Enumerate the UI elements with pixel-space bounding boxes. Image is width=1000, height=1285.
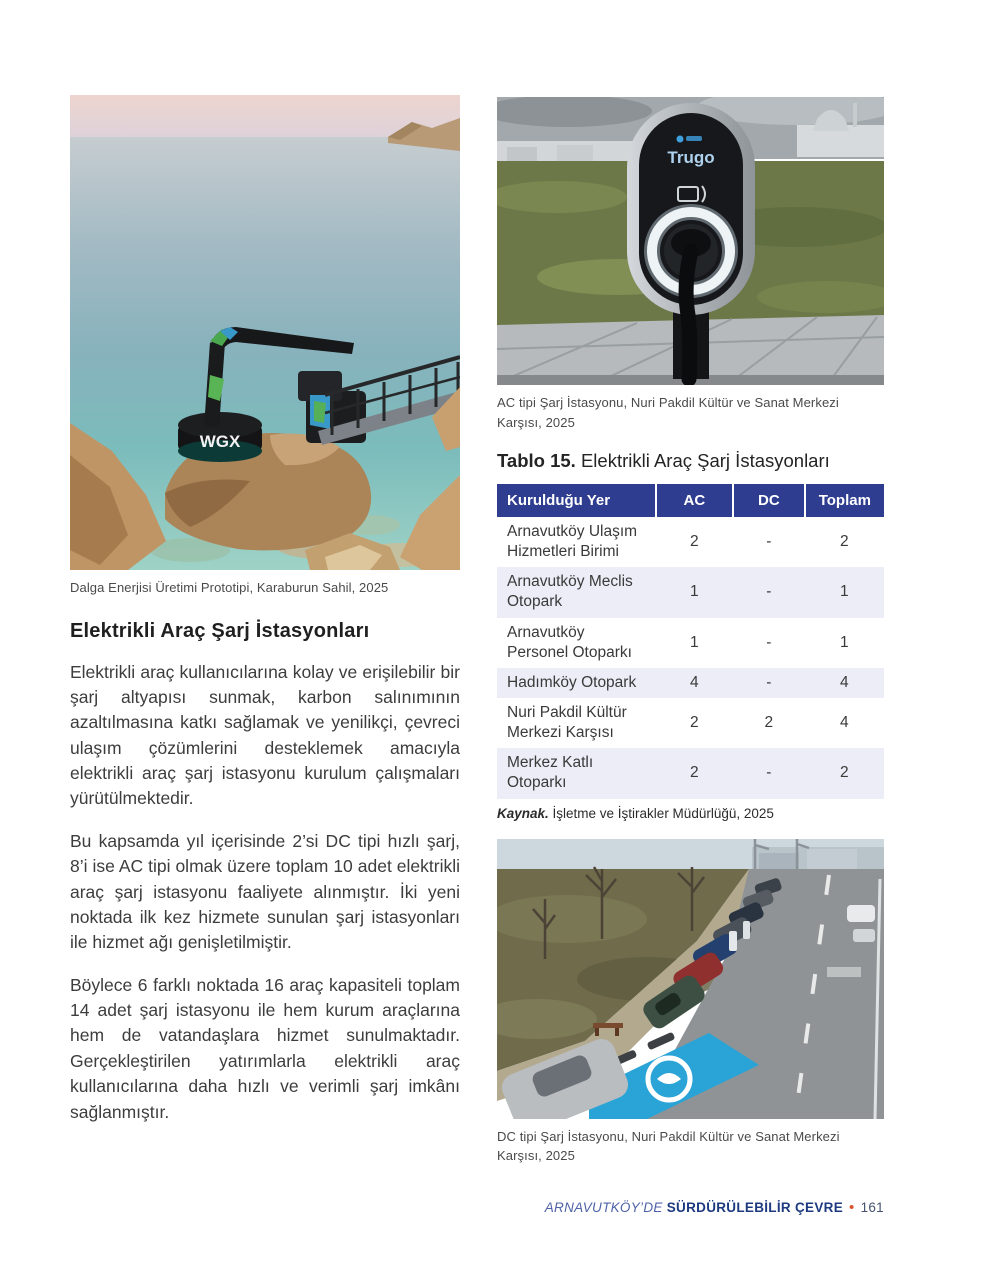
cell-location: Hadımköy Otopark (507, 673, 637, 691)
paragraph-2: Bu kapsamda yıl içerisinde 2’si DC tipi hızlı şarj, 8’i ise AC tipi olmak üzere toplam 10 adet elektrikli araç şarj istasyonu faaliyete alınmıştır. İki yeni noktada ilk kez hizmete sunulan şarj istasyonları ile hizmet ağı genişletilmiştir. (70, 830, 460, 953)
body-text (70, 660, 460, 1125)
cell-total: 4 (840, 673, 849, 691)
source-label: Kaynak. (497, 805, 549, 821)
cell-dc: 2 (764, 714, 774, 732)
dc-charger-photo-illustration (497, 839, 884, 1119)
buoy (178, 412, 262, 462)
paragraph-3: Böylece 6 farklı noktada 16 araç kapasiteli toplam 14 adet şarj istasyonu ile hem kurum araçlarına hem de vatandaşlara hizmet sunulmaktadır. Gerçekleştirilen yatırımlarla elektrikli araç kullanıcılarına daha hızlı ve verimli şarj imkânı sağlanmıştır. (70, 974, 460, 1122)
source-text: İşletme ve İştirakler Müdürlüğü, 2025 (548, 805, 774, 821)
photo2-caption: AC tipi Şarj İstasyonu, Nuri Pakdil Kültür ve Sanat Merkezi Karşısı, 2025 (497, 395, 839, 430)
column-header-location: Kurulduğu Yer (497, 484, 656, 517)
footer-bullet-icon: • (849, 1199, 855, 1216)
cell-dc: - (766, 583, 772, 601)
table-row (497, 698, 884, 748)
cell-ac: 2 (690, 714, 699, 732)
table-row (497, 517, 884, 567)
table-row (497, 567, 884, 617)
table-row (497, 668, 884, 698)
photo-ac-charging-station (497, 97, 884, 385)
footer-title: SÜRDÜRÜLEBİLİR ÇEVRE (662, 1200, 843, 1215)
wave-energy-photo-illustration (70, 95, 460, 570)
left-column (70, 95, 460, 1125)
paragraph-1: Elektrikli araç kullanıcılarına kolay ve erişilebilir bir şarj altyapısı sunmak, karbon salınımının azaltılmasına katkı sağlamak ve yenilikçi, çevreci ulaşım çözümlerini desteklemek amacıyla elektrikli araç şarj istasyonu kurulum çalışmaları yürütülmektedir. (70, 661, 460, 809)
cell-ac: 4 (690, 673, 699, 691)
charger-brand-label: Trugo (667, 148, 715, 167)
cell-location: Nuri Pakdil Kültür Merkezi Karşısı (507, 703, 627, 742)
photo3-caption: DC tipi Şarj İstasyonu, Nuri Pakdil Kültür ve Sanat Merkezi Karşısı, 2025 (497, 1128, 840, 1164)
cell-total: 1 (840, 633, 849, 651)
table-source (497, 806, 884, 821)
column-header-ac: AC (656, 484, 733, 517)
cell-dc: - (766, 673, 772, 691)
table-row (497, 618, 884, 668)
right-column (497, 97, 884, 1166)
page-number: 161 (860, 1200, 884, 1215)
table-header-row (497, 484, 884, 517)
section-heading: Elektrikli Araç Şarj İstasyonları (70, 619, 370, 642)
cell-total: 4 (840, 714, 849, 732)
photo-wave-energy-prototype (70, 95, 460, 570)
ac-charger-photo-illustration (497, 97, 884, 385)
table-row (497, 748, 884, 798)
cell-ac: 2 (690, 533, 699, 551)
cell-total: 2 (840, 764, 849, 782)
column-header-total: Toplam (805, 484, 884, 517)
table-title (497, 450, 884, 472)
page-footer (70, 1199, 884, 1216)
cell-total: 2 (840, 533, 849, 551)
cell-location: Arnavutköy Ulaşım Hizmetleri Birimi (507, 523, 638, 561)
footer-series-name: ARNAVUTKÖY’DE (544, 1200, 663, 1215)
cell-ac: 1 (690, 633, 699, 651)
cell-location: Arnavutköy Personel Otoparkı (507, 623, 632, 661)
cell-ac: 2 (690, 764, 699, 782)
column-header-dc: DC (733, 484, 805, 517)
cell-ac: 1 (690, 583, 699, 601)
photo-dc-charging-station (497, 839, 884, 1119)
photo1-caption: Dalga Enerjisi Üretimi Prototipi, Karaburun Sahil, 2025 (70, 580, 389, 595)
cell-location: Arnavutköy Meclis Otopark (507, 573, 633, 611)
cell-total: 1 (840, 583, 849, 601)
cell-location: Merkez Katlı Otoparkı (507, 754, 594, 792)
buoy-label: WGX (199, 432, 241, 451)
cell-dc: - (766, 533, 772, 551)
cell-dc: - (766, 633, 772, 651)
table-number: Tablo 15. (497, 450, 576, 471)
charging-stations-table (497, 484, 884, 799)
table-title-text: Elektrikli Araç Şarj İstasyonları (575, 450, 830, 471)
cell-dc: - (766, 764, 772, 782)
